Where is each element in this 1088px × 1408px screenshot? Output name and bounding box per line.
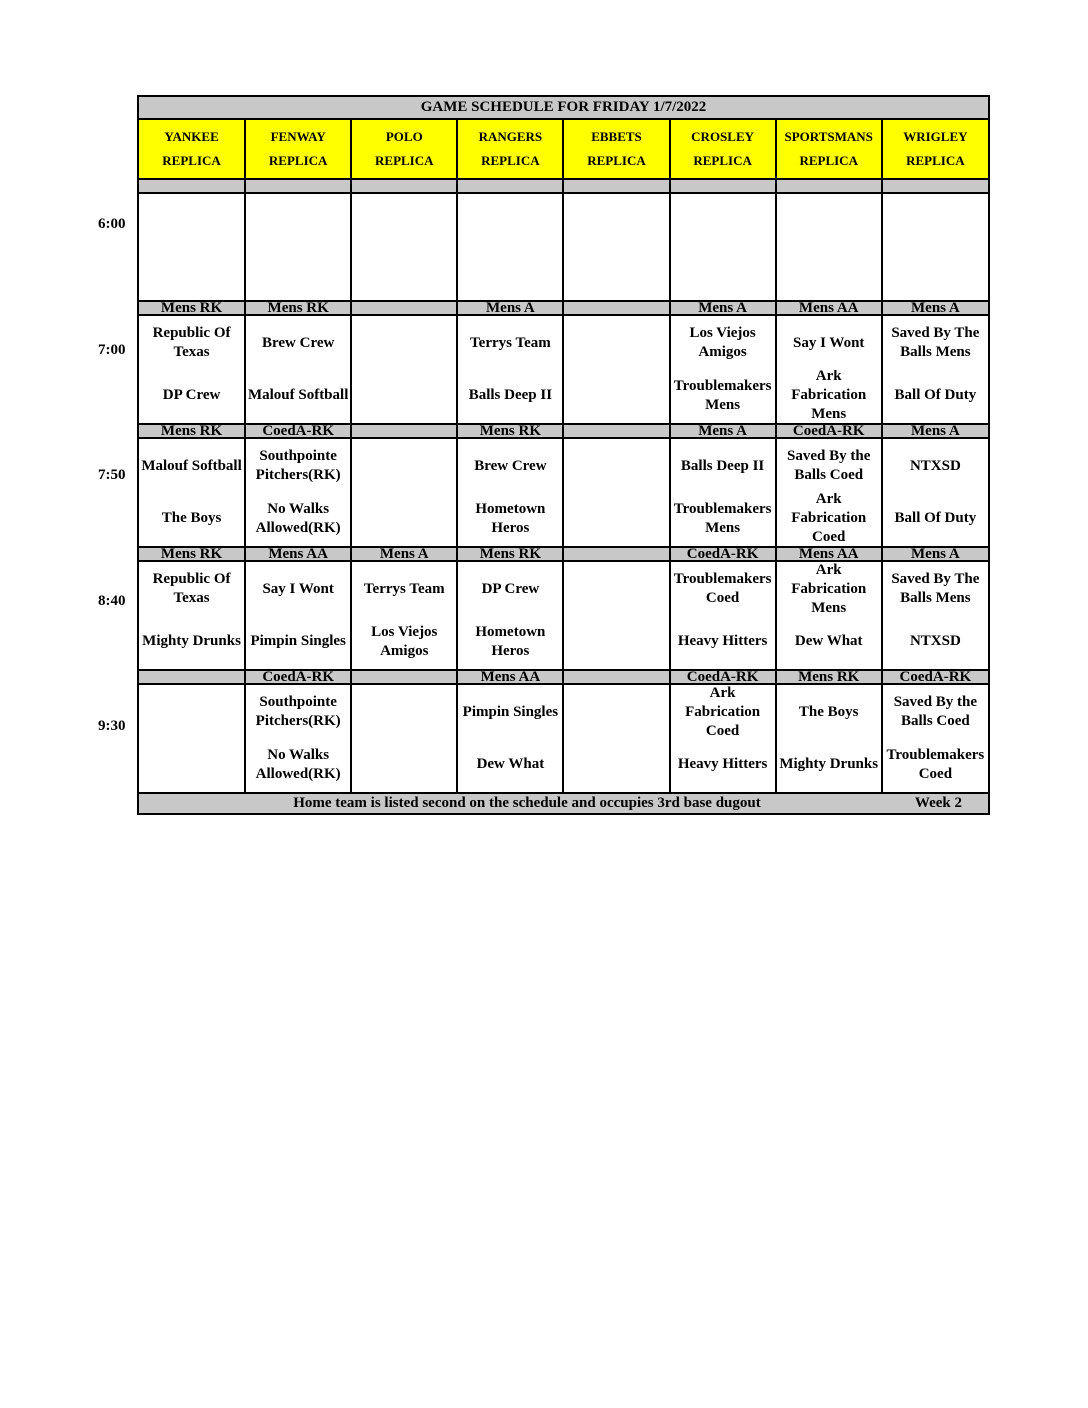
game-cell bbox=[351, 561, 457, 670]
home-team: Ark Fabrication Mens bbox=[791, 369, 867, 422]
field-header bbox=[563, 119, 669, 179]
home-team: Troublemakers Mens bbox=[673, 377, 772, 413]
home-team: Los Viejos Amigos bbox=[371, 623, 438, 659]
home-team: No Walks Allowed(RK) bbox=[255, 746, 341, 782]
home-team: Heavy Hitters bbox=[677, 756, 768, 773]
division-label: Mens A bbox=[351, 547, 457, 561]
field-subtitle: REPLICA bbox=[268, 153, 328, 168]
field-header bbox=[882, 119, 989, 179]
field-subtitle: REPLICA bbox=[799, 153, 858, 168]
away-team: Saved By The Balls Mens bbox=[891, 325, 980, 361]
field-subtitle: REPLICA bbox=[481, 153, 540, 168]
separator-cell bbox=[882, 179, 989, 193]
separator-cell bbox=[138, 179, 245, 193]
away-team: Ark Fabrication Mens bbox=[791, 563, 867, 616]
game-cell bbox=[457, 684, 563, 793]
away-team: Malouf Softball bbox=[141, 457, 242, 474]
field-name: CROSLEY bbox=[691, 129, 755, 144]
home-team: Troublemakers Coed bbox=[886, 746, 985, 782]
game-cell bbox=[457, 561, 563, 670]
division-label: Mens AA bbox=[776, 547, 882, 561]
game-cell bbox=[138, 684, 245, 793]
division-label: Mens RK bbox=[245, 301, 351, 315]
footer-note: Home team is listed second on the schedule and occupies 3rd base dugout bbox=[293, 795, 761, 811]
field-name: FENWAY bbox=[270, 129, 326, 144]
division-label: Mens A bbox=[882, 424, 989, 438]
division-label: Mens RK bbox=[457, 547, 563, 561]
separator-cell bbox=[457, 179, 563, 193]
division-row bbox=[138, 424, 989, 438]
time-label: 6:00 bbox=[98, 216, 126, 232]
game-cell bbox=[138, 315, 245, 424]
separator-cell bbox=[776, 179, 882, 193]
division-row bbox=[138, 547, 989, 561]
away-team: Saved By The Balls Mens bbox=[891, 571, 980, 607]
division-label bbox=[563, 547, 669, 561]
away-team: Republic Of Texas bbox=[152, 571, 231, 607]
field-name: RANGERS bbox=[478, 129, 543, 144]
division-label: Mens RK bbox=[457, 424, 563, 438]
game-cell bbox=[457, 438, 563, 547]
away-team: Ark Fabrication Coed bbox=[685, 686, 761, 739]
game-cell bbox=[245, 193, 351, 301]
field-subtitle: REPLICA bbox=[587, 153, 646, 168]
home-team: Hometown Heros bbox=[475, 623, 546, 659]
division-row bbox=[138, 670, 989, 684]
home-team: The Boys bbox=[161, 510, 222, 527]
game-cell bbox=[776, 315, 882, 424]
away-team: Saved By the Balls Coed bbox=[787, 448, 871, 484]
away-team: Say I Wont bbox=[262, 580, 334, 597]
division-label: CoedA-RK bbox=[776, 424, 882, 438]
division-label: CoedA-RK bbox=[670, 670, 776, 684]
away-team: NTXSD bbox=[909, 457, 961, 474]
away-team: DP Crew bbox=[481, 580, 540, 597]
away-team: Troublemakers Coed bbox=[673, 571, 772, 607]
game-cell bbox=[882, 438, 989, 547]
game-cell bbox=[351, 315, 457, 424]
game-cell bbox=[351, 684, 457, 793]
division-label: Mens RK bbox=[138, 424, 245, 438]
division-label: CoedA-RK bbox=[882, 670, 989, 684]
away-team: Southpointe Pitchers(RK) bbox=[255, 448, 341, 484]
game-row bbox=[138, 315, 989, 424]
division-label: Mens AA bbox=[245, 547, 351, 561]
home-team: Pimpin Singles bbox=[250, 633, 346, 650]
game-cell bbox=[351, 193, 457, 301]
division-label: Mens A bbox=[457, 301, 563, 315]
game-cell bbox=[563, 684, 669, 793]
game-row bbox=[138, 561, 989, 670]
division-label: CoedA-RK bbox=[670, 547, 776, 561]
away-team: Brew Crew bbox=[261, 334, 335, 351]
field-name: SPORTSMANS bbox=[784, 129, 873, 144]
separator-cell bbox=[245, 179, 351, 193]
game-cell bbox=[882, 561, 989, 670]
game-cell bbox=[882, 684, 989, 793]
away-team: Southpointe Pitchers(RK) bbox=[255, 694, 341, 730]
field-subtitle: REPLICA bbox=[693, 153, 752, 168]
time-label: 8:40 bbox=[98, 593, 126, 609]
game-cell bbox=[563, 315, 669, 424]
separator-cell bbox=[563, 179, 669, 193]
away-team: Say I Wont bbox=[793, 334, 865, 351]
division-label: Mens A bbox=[670, 301, 776, 315]
home-team: NTXSD bbox=[909, 633, 961, 650]
game-cell bbox=[245, 561, 351, 670]
away-team: Los Viejos Amigos bbox=[689, 325, 756, 361]
division-label bbox=[563, 424, 669, 438]
week-label: Week 2 bbox=[914, 795, 962, 811]
field-subtitle: REPLICA bbox=[162, 153, 221, 168]
home-team: Hometown Heros bbox=[475, 500, 546, 536]
game-cell bbox=[351, 438, 457, 547]
away-team: Brew Crew bbox=[474, 457, 547, 474]
game-cell bbox=[138, 193, 245, 301]
game-cell bbox=[776, 684, 882, 793]
home-team: Malouf Softball bbox=[247, 387, 349, 404]
field-subtitle: REPLICA bbox=[375, 153, 434, 168]
field-subtitle: REPLICA bbox=[906, 153, 965, 168]
game-cell bbox=[882, 315, 989, 424]
division-label bbox=[563, 670, 669, 684]
game-cell bbox=[245, 684, 351, 793]
field-header bbox=[138, 119, 245, 179]
game-row bbox=[138, 193, 989, 301]
game-cell bbox=[670, 193, 776, 301]
field-header bbox=[351, 119, 457, 179]
game-cell bbox=[563, 193, 669, 301]
home-team: Balls Deep II bbox=[468, 387, 553, 404]
away-team: Saved By the Balls Coed bbox=[893, 694, 978, 730]
division-label: CoedA-RK bbox=[245, 424, 351, 438]
home-team: Ark Fabrication Coed bbox=[791, 492, 867, 545]
division-label bbox=[138, 670, 245, 684]
division-label: Mens A bbox=[670, 424, 776, 438]
field-header bbox=[457, 119, 563, 179]
division-label bbox=[563, 301, 669, 315]
game-cell bbox=[457, 193, 563, 301]
separator-cell bbox=[670, 179, 776, 193]
away-team: Balls Deep II bbox=[680, 457, 765, 474]
home-team: Mighty Drunks bbox=[142, 633, 241, 650]
game-cell bbox=[245, 315, 351, 424]
division-label: Mens AA bbox=[776, 301, 882, 315]
away-team: Pimpin Singles bbox=[462, 703, 559, 720]
game-row bbox=[138, 684, 989, 793]
game-cell bbox=[670, 684, 776, 793]
division-label: Mens A bbox=[882, 547, 989, 561]
division-label: Mens RK bbox=[138, 301, 245, 315]
division-label: CoedA-RK bbox=[245, 670, 351, 684]
division-label bbox=[351, 670, 457, 684]
home-team: DP Crew bbox=[162, 387, 221, 404]
home-team: Dew What bbox=[794, 633, 863, 650]
field-name: POLO bbox=[385, 129, 423, 144]
game-cell bbox=[457, 315, 563, 424]
field-name: YANKEE bbox=[164, 129, 219, 144]
game-cell bbox=[776, 438, 882, 547]
game-cell bbox=[882, 193, 989, 301]
field-header bbox=[245, 119, 351, 179]
time-label: 7:00 bbox=[98, 342, 126, 358]
game-cell bbox=[776, 193, 882, 301]
division-label: Mens RK bbox=[138, 547, 245, 561]
home-team: Troublemakers Mens bbox=[673, 500, 772, 536]
separator-cell bbox=[351, 179, 457, 193]
away-team: Terrys Team bbox=[470, 334, 551, 351]
game-schedule-table bbox=[137, 95, 990, 815]
field-header bbox=[670, 119, 776, 179]
field-header bbox=[776, 119, 882, 179]
game-cell bbox=[138, 561, 245, 670]
schedule-footer bbox=[138, 793, 989, 814]
time-label: 9:30 bbox=[98, 718, 126, 734]
game-cell bbox=[670, 561, 776, 670]
home-team: Mighty Drunks bbox=[779, 756, 879, 773]
away-team: Republic Of Texas bbox=[152, 325, 231, 361]
division-label bbox=[351, 424, 457, 438]
game-row bbox=[138, 438, 989, 547]
home-team: No Walks Allowed(RK) bbox=[255, 500, 341, 536]
game-cell bbox=[670, 438, 776, 547]
division-label: Mens A bbox=[882, 301, 989, 315]
division-label: Mens RK bbox=[776, 670, 882, 684]
game-cell bbox=[563, 438, 669, 547]
away-team: Terrys Team bbox=[363, 580, 445, 597]
home-team: Ball Of Duty bbox=[894, 510, 977, 527]
division-row bbox=[138, 301, 989, 315]
game-cell bbox=[138, 438, 245, 547]
game-cell bbox=[670, 315, 776, 424]
schedule-title: GAME SCHEDULE FOR FRIDAY 1/7/2022 bbox=[138, 96, 989, 119]
field-name: WRIGLEY bbox=[903, 129, 968, 144]
field-name: EBBETS bbox=[591, 129, 642, 144]
home-team: Heavy Hitters bbox=[677, 633, 768, 650]
away-team: The Boys bbox=[798, 703, 859, 720]
game-cell bbox=[776, 561, 882, 670]
game-cell bbox=[563, 561, 669, 670]
time-label: 7:50 bbox=[98, 467, 126, 483]
division-label bbox=[351, 301, 457, 315]
home-team: Ball Of Duty bbox=[894, 387, 977, 404]
home-team: Dew What bbox=[476, 756, 545, 773]
game-cell bbox=[245, 438, 351, 547]
division-label: Mens AA bbox=[457, 670, 563, 684]
